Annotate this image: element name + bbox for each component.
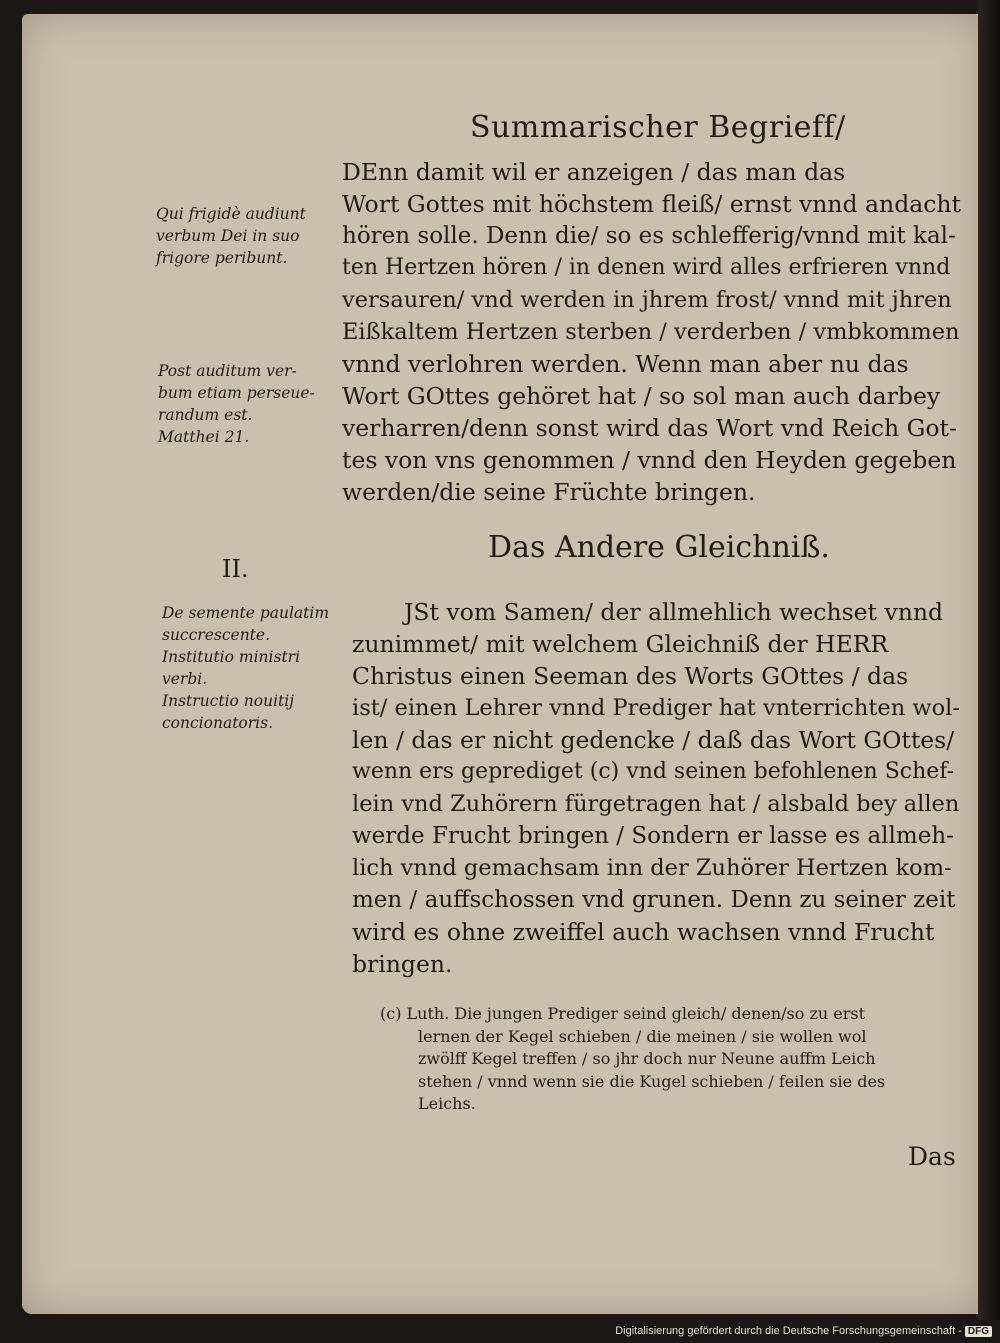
dfg-logo: DFG [965,1326,992,1337]
margin-line: Institutio ministri [162,648,301,666]
credit-text: Digitalisierung gefördert durch die Deutsche Forschungsgemeinschaft - [615,1325,962,1337]
text-line: Eißkaltem Hertzen sterben / verderben / vmbkommen [342,319,960,345]
text-line: versauren/ vnd werden in jhrem frost/ vnnd mit jhren [342,287,952,313]
footnote [380,1003,960,1116]
text-line: ten Hertzen hören / in denen wird alles erfrieren vnnd [342,255,951,280]
footnote-line: lernen der Kegel schieben / die meinen / sie wollen wol [418,1026,867,1046]
margin-note-2 [158,360,358,448]
text-line: wird es ohne zweiffel auch wachsen vnnd Frucht [352,918,935,946]
margin-line: randum est. [158,406,253,424]
paragraph-2 [352,596,962,980]
margin-line: concionatoris. [162,714,273,732]
text-line: men / auffschossen vnd grunen. Denn zu seiner zeit [352,887,956,913]
text-line: ist/ einen Lehrer vnnd Prediger hat vnterrichten wol- [352,695,960,721]
text-line: tes von vns genommen / vnnd den Heyden gegeben [342,446,957,474]
margin-line: verbum Dei in suo [156,227,300,245]
margin-line: Post auditum ver- [158,362,297,380]
text-line: verharren/denn sonst wird das Wort vnd Reich Got- [342,414,957,442]
margin-line: bum etiam perseue- [158,384,315,402]
text-line: zunimmet/ mit welchem Gleichniß der HERR [352,630,889,658]
text-line: JSt vom Samen/ der allmehlich wechset vnnd [404,598,944,626]
margin-line: De semente paulatim [162,604,330,622]
paragraph-1 [342,156,962,508]
margin-line: Qui frigidè audiunt [156,205,306,223]
margin-line: succrescente. [162,626,271,644]
margin-line: frigore peribunt. [156,249,288,267]
text-line: len / das er nicht gedencke / daß das Wort GOttes/ [352,726,955,754]
footnote-line: zwölff Kegel treffen / so jhr doch nur Neune auffm Leich [418,1049,876,1068]
margin-note-3 [162,602,362,734]
text-line: Wort Gottes mit höchstem fleiß/ ernst vnnd andacht [342,190,961,218]
running-head: Summarischer Begrieff/ [470,110,846,145]
footnote-line: stehen / vnnd wenn sie die Kugel schieben / feilen sie des [418,1071,886,1091]
digitization-credit [615,1325,992,1337]
text-line: vnnd verlohren werden. Wenn man aber nu das [342,350,909,378]
text-line: wenn ers geprediget (c) vnd seinen befohlenen Schef- [352,759,955,784]
catchword: Das [908,1142,956,1171]
text-line: lein vnd Zuhörern fürgetragen hat / alsbald bey allen [352,791,960,817]
section-number: II. [222,555,249,583]
margin-line: Matthei 21. [158,428,250,446]
page-edge-shadow [978,0,1000,1320]
text-line: Wort GOttes gehöret hat / so sol man auch darbey [342,382,941,410]
margin-note-1 [156,203,356,269]
section-heading: Das Andere Gleichniß. [488,530,830,565]
margin-line: verbi. [162,670,208,688]
text-line: werden/die seine Früchte bringen. [342,478,756,506]
text-line: werde Frucht bringen / Sondern er lasse es allmeh- [352,823,954,849]
text-line: Christus einen Seeman des Worts GOttes / das [352,662,909,690]
text-line: lich vnnd gemachsam inn der Zuhörer Hertzen kom- [352,855,952,881]
footnote-line: Leichs. [418,1094,476,1113]
text-line: hören solle. Denn die/ so es schlefferig/vnnd mit kal- [342,223,956,249]
footnote-line: (c) Luth. Die jungen Prediger seind gleich/ denen/so zu erst [380,1004,866,1023]
text-line: DEnn damit wil er anzeigen / das man das [342,158,846,186]
margin-line: Instructio nouitij [162,692,295,710]
text-line: bringen. [352,950,453,978]
